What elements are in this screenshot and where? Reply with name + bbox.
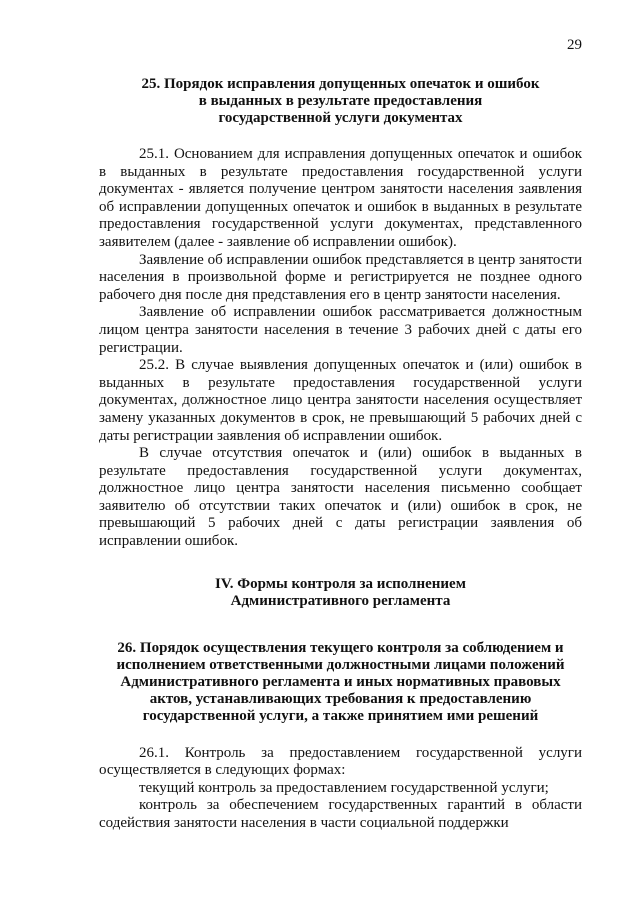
paragraph-25-2: 25.2. В случае выявления допущенных опечаток и (или) ошибок в выданных в результате предоставления государственной услуги документах, должностное лицо центра занятости населения осуществляет замену указанных документов в срок, не превышающий 5 рабочих дней с даты регистрации заявления об исправлении ошибок. <box>99 357 582 444</box>
section-25-heading-line: государственной услуги документах <box>218 110 463 126</box>
section-25-heading-line: 25. Порядок исправления допущенных опечаток и ошибок <box>141 76 540 92</box>
section-25-heading-line: в выданных в результате предоставления <box>198 93 483 109</box>
chapter-4-heading-line: Административного регламента <box>230 592 451 609</box>
chapter-4-heading <box>99 576 582 610</box>
paragraph-application-review: Заявление об исправлении ошибок рассматривается должностным лицом центра занятости населения в течение 3 рабочих дней с даты его регистрации. <box>99 304 582 356</box>
paragraph-25-1: 25.1. Основанием для исправления допущенных опечаток и ошибок в выданных в результате предоставления государственной услуги документах - является получение центром занятости населения заявления об исправлении допущенных опечаток и ошибок в выданных в результате предоставления государственной услуги документах, представленного заявителем (далее - заявление об исправлении ошибок). <box>99 146 582 250</box>
section-26-heading-line: государственной услуги, а также принятием ими решений <box>142 707 539 724</box>
section-26-heading-line: Административного регламента и иных нормативных правовых <box>120 673 561 690</box>
paragraph-current-control: текущий контроль за предоставлением государственной услуги; <box>139 779 549 796</box>
section-26-heading-line: исполнением ответственными должностными лицами положений <box>116 656 565 673</box>
chapter-4-heading-line: IV. Формы контроля за исполнением <box>215 575 466 592</box>
section-26-heading <box>99 640 582 725</box>
section-25-heading <box>99 76 582 127</box>
section-26-heading-line: актов, устанавливающих требования к предоставлению <box>149 690 532 707</box>
paragraph-26-1: 26.1. Контроль за предоставлением государственной услуги осуществляется в следующих формах: <box>99 744 582 779</box>
page-number: 29 <box>567 37 582 53</box>
section-26-heading-line: 26. Порядок осуществления текущего контроля за соблюдением и <box>117 639 564 656</box>
paragraph-application-submission: Заявление об исправлении ошибок представляется в центр занятости населения в произвольной форме и регистрируется не позднее одного рабочего дня после дня представления его в центр занятости населения. <box>99 251 582 303</box>
paragraph-no-errors: В случае отсутствия опечаток и (или) ошибок в выданных в результате предоставления государственной услуги документах, должностное лицо центра занятости населения письменно сообщает заявителю об отсутствии таких опечаток и (или) ошибок в срок, не превышающий 5 рабочих дней с даты регистрации заявления об исправлении ошибок. <box>99 445 582 550</box>
paragraph-guarantees-control: контроль за обеспечением государственных гарантий в области содействия занятости населения в части социальной поддержки <box>99 797 582 832</box>
page-content <box>99 76 582 833</box>
